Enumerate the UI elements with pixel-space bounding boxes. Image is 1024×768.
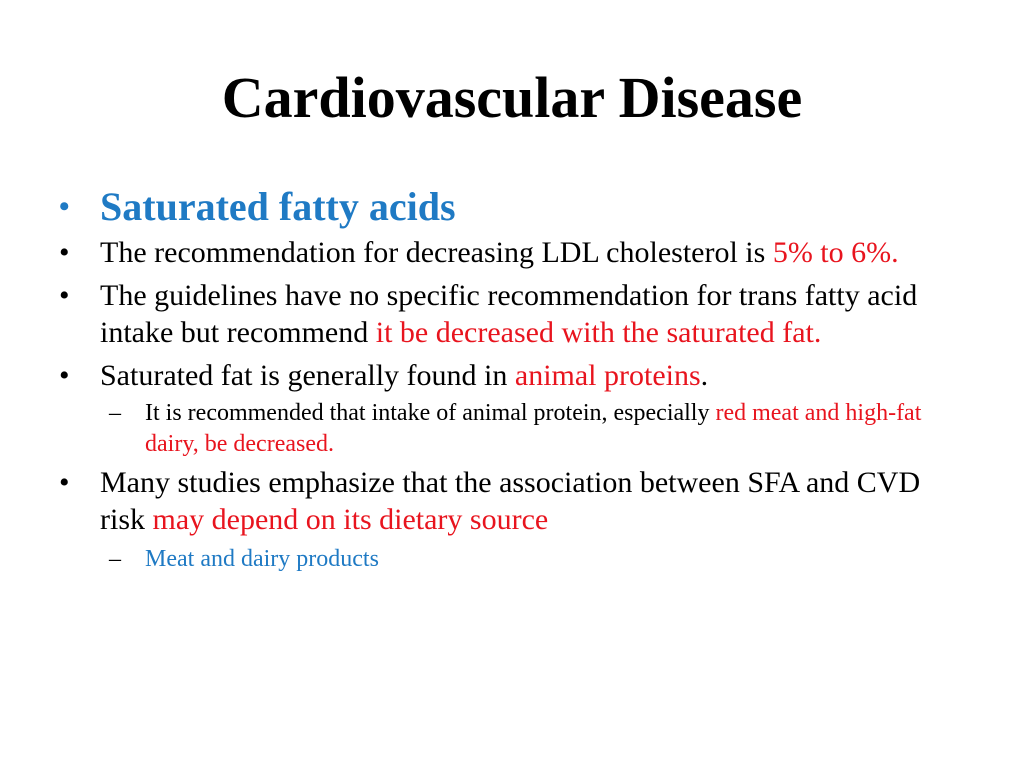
bullet-marker: • [59, 279, 70, 312]
bullet-sfa-cvd-association [57, 464, 962, 538]
bullet-heading-text: Saturated fatty acids [100, 184, 456, 229]
bullet-suffix: . [700, 359, 709, 392]
sub-bullet-meat-dairy [57, 544, 962, 575]
sub-bullet-marker: – [109, 546, 121, 572]
slide-body [57, 182, 962, 575]
bullet-highlight: 5% to 6%. [772, 236, 899, 269]
sub-bullet-marker: – [109, 400, 121, 426]
bullet-marker: • [59, 359, 70, 392]
bullet-highlight: animal proteins [514, 359, 701, 392]
bullet-ldl-recommendation [57, 234, 962, 271]
bullet-saturated-fat-source [57, 357, 962, 394]
sub-bullet-animal-protein [57, 398, 962, 460]
slide-title: Cardiovascular Disease [221, 65, 803, 130]
bullet-text: The recommendation for decreasing LDL cholesterol is [100, 236, 773, 269]
bullet-highlight: it be decreased with the saturated fat. [375, 316, 822, 349]
bullet-marker: • [59, 190, 70, 223]
bullet-trans-fat-guidelines [57, 277, 962, 351]
bullet-saturated-fatty-acids [57, 182, 962, 232]
bullet-text: Many studies emphasize that the association between SFA and CVD risk [100, 466, 921, 536]
bullet-text: The guidelines have no specific recommendation for trans fatty acid intake but recommend [100, 279, 918, 349]
bullet-text: Saturated fat is generally found in [100, 359, 515, 392]
bullet-marker: • [59, 466, 70, 499]
bullet-marker: • [59, 236, 70, 269]
sub-bullet-highlight: red meat and high-fat dairy, be decreased. [145, 400, 922, 457]
sub-bullet-text: It is recommended that intake of animal protein, especially [145, 400, 716, 426]
sub-bullet-text: Meat and dairy products [145, 546, 379, 572]
bullet-highlight: may depend on its dietary source [152, 503, 549, 536]
